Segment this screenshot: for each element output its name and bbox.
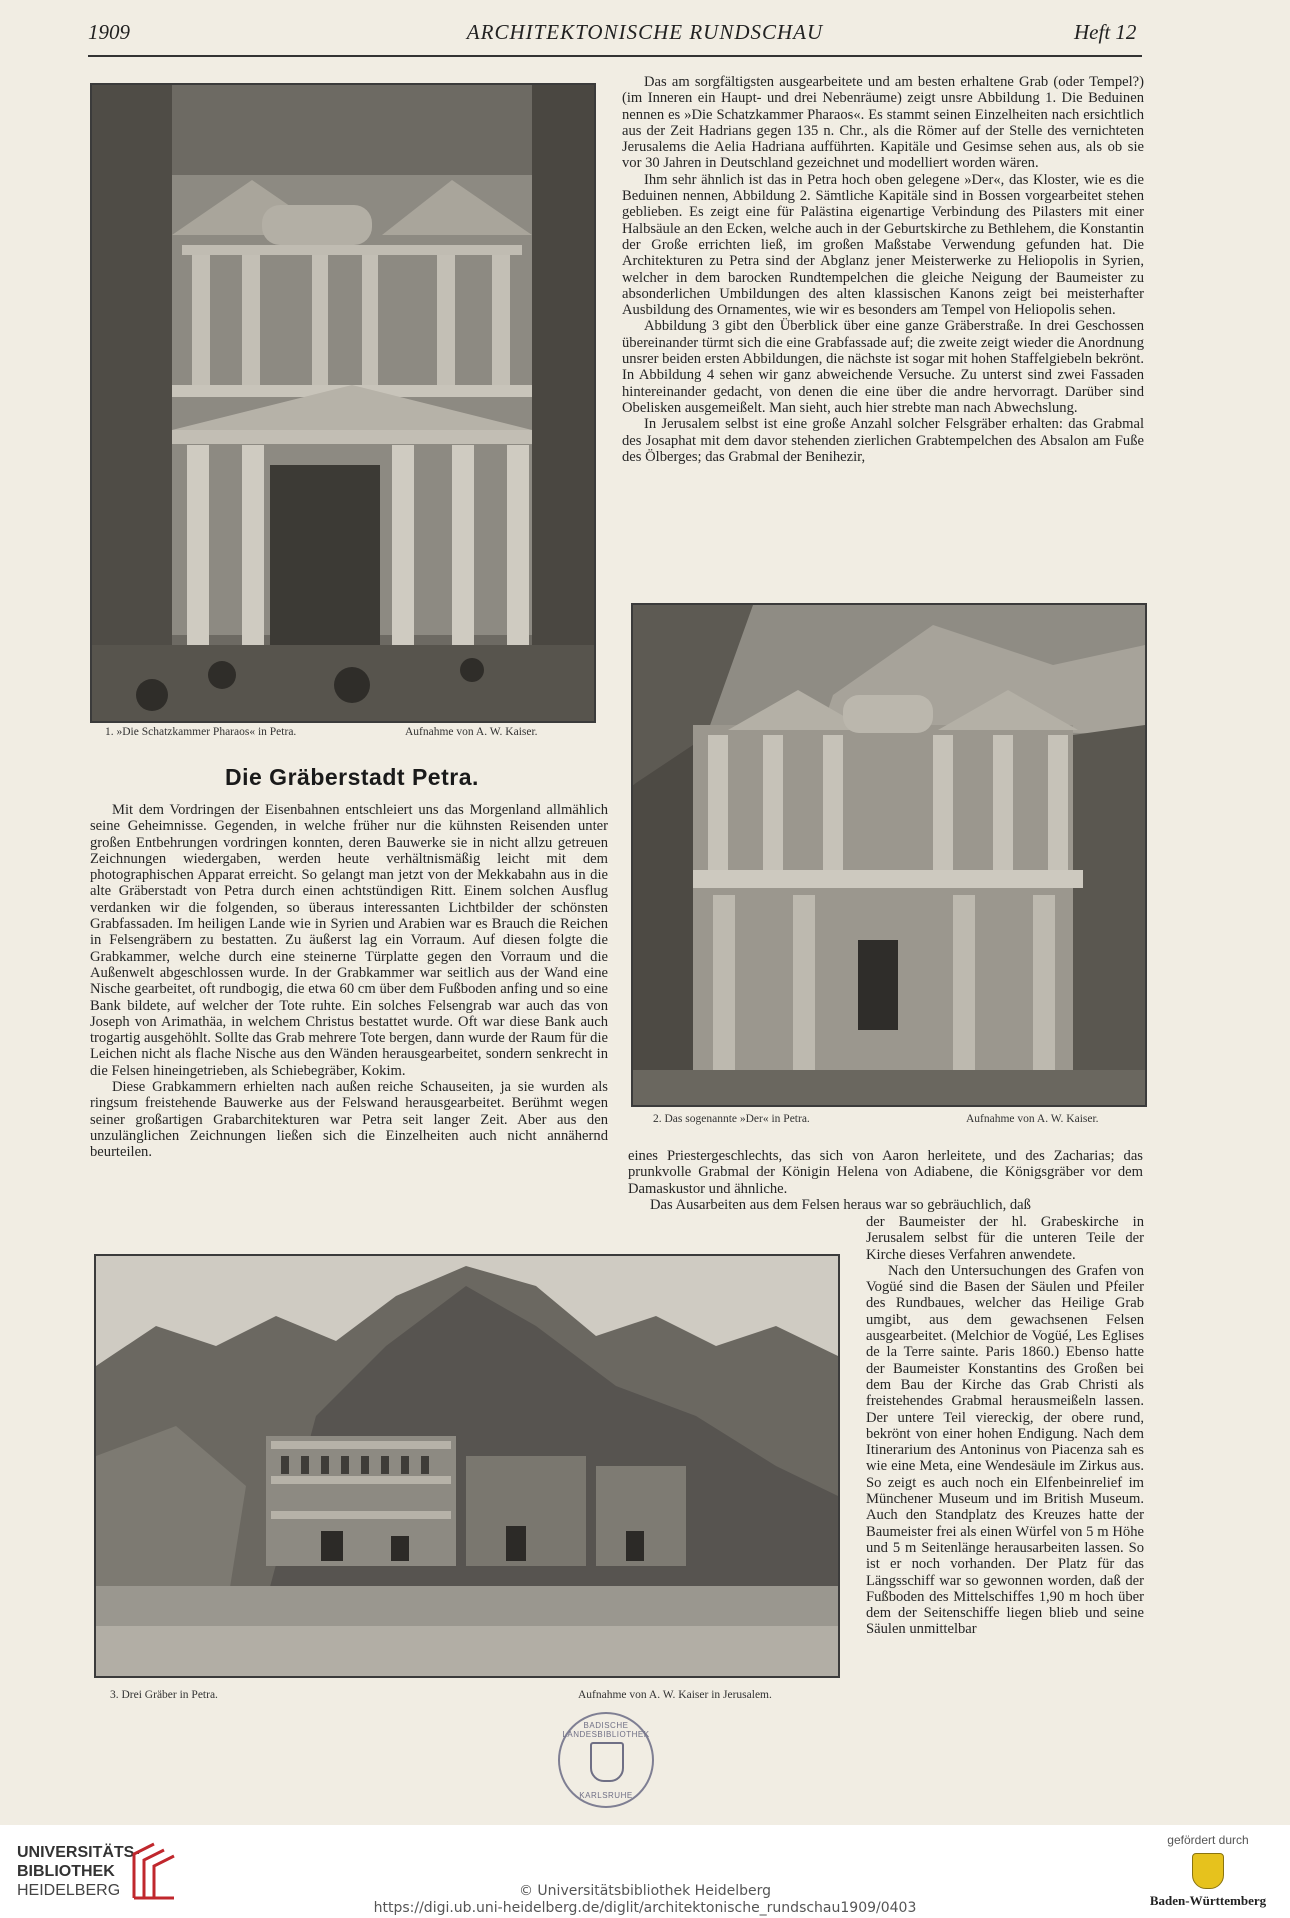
figure-1-caption <box>105 726 296 738</box>
right-paragraph-1: Das am sorgfältigsten ausgearbeitete und am besten erhaltene Grab (oder Tempel?) (im Inneren ein Haupt- und drei Nebenräume) zeigt unsre Abbildung 1. Die Beduinen nennen es »Die Schatzkammer Pharaos«. Es stammt seinen Einzelheiten nach ersichtlich aus der Zeit Hadrians gegen 135 n. Chr., als die Römer auf der Stelle des vernichteten Jerusalems die Aelia Hadriana aufführten. Kapitäle und Gesimse sehen aus, als ob sie vor 30 Jahren in Deutschland gezeichnet und modelliert worden wären. <box>622 74 1144 172</box>
stamp-bottom-text: KARLSRUHE <box>579 1791 633 1800</box>
figure-1-title: »Die Schatzkammer Pharaos« in Petra. <box>116 726 297 738</box>
left-paragraph-2: Diese Grabkammern erhielten nach außen reiche Schauseiten, ja sie wurden als ringsum freistehende Bauwerke aus der Felswand herausgearbeitet. Berühmt wegen seiner großartigen Grabarchitekturen war Petra seit langer Zeit. Aber aus den unzulänglichen Zeichnungen ließen sich die Einzelheiten auch nicht annähernd beurteilen. <box>90 1079 608 1161</box>
header-journal: ARCHITEKTONISCHE RUNDSCHAU <box>466 20 824 44</box>
figure-1-photo <box>90 83 596 723</box>
narrow-paragraph-1: der Baumeister der hl. Grabeskirche in Jerusalem selbst für die unteren Teile der Kirche dieses Verfahren anwendete. <box>866 1214 1144 1263</box>
figure-3-credit: Aufnahme von A. W. Kaiser in Jerusalem. <box>578 1689 772 1701</box>
figure-2-title: Das sogenannte »Der« in Petra. <box>664 1113 810 1125</box>
library-stamp <box>558 1712 654 1808</box>
figure-3-number: 3. <box>110 1689 119 1701</box>
right-paragraph-3: Abbildung 3 gibt den Überblick über eine ganze Gräberstraße. In drei Geschossen übereinander türmt sich die eine Grabfassade auf; die zweite zeigt wieder die Anordnung unsrer beiden ersten Abbildungen, die nächste ist sogar mit hohen Staffelgiebeln bekrönt. In Abbildung 4 sehen wir ganz abweichende Versuche. Zu unterst sind zwei Fassaden hintereinander gedacht, von denen die eine über die andre hervorragt. Darüber sind Obelisken ausgemeißelt. Man sieht, auch hier strebte man nach Abwechslung. <box>622 318 1144 416</box>
sponsor-label: gefördert durch <box>1167 1833 1249 1847</box>
left-column <box>90 802 608 1161</box>
figure-3-photo <box>94 1254 840 1678</box>
figure-3-caption <box>110 1689 218 1701</box>
stamp-top-text: BADISCHE LANDESBIBLIOTHEK <box>562 1721 650 1739</box>
figure-1-number: 1. <box>105 726 114 738</box>
copyright-notice: © Universitätsbibliothek Heidelberg <box>518 1883 771 1899</box>
library-line-2: BIBLIOTHEK <box>17 1863 115 1880</box>
source-url[interactable]: https://digi.ub.uni-heidelberg.de/diglit/architektonische_rundschau1909/0403 <box>373 1900 917 1916</box>
figure-2-caption <box>653 1113 810 1125</box>
right-paragraph-6: Das Ausarbeiten aus dem Felsen heraus war so gebräuchlich, daß <box>650 1196 1031 1213</box>
right-paragraph-5: eines Priestergeschlechts, das sich von Aaron herleitete, und des Zacharias; das prunkvolle Grabmal der Königin Helena von Adiabene, die Königsgräber vor dem Damaskustor und ähnliche. <box>628 1148 1143 1197</box>
library-line-1: UNIVERSITÄTS- <box>17 1844 140 1861</box>
sponsor[interactable] <box>1138 1833 1278 1909</box>
stamp-shield-icon <box>590 1742 624 1782</box>
figure-1-credit: Aufnahme von A. W. Kaiser. <box>405 726 538 738</box>
library-line-3: HEIDELBERG <box>17 1882 121 1899</box>
figure-2-number: 2. <box>653 1113 662 1125</box>
left-paragraph-1: Mit dem Vordringen der Eisenbahnen entschleiert uns das Morgenland allmählich seine Geheimnisse. Gegenden, in welche früher nur die kühnsten Reisenden unter großen Entbehrungen vordringen konnten, deren Bauwerke sie in nicht allzu getreuen Zeichnungen wiedergaben, werden heute verhältnismäßig leicht mit dem photographischen Apparat erreicht. So gelangt man jetzt von der Mekkabahn aus in die alte Gräberstadt von Petra durch einen achtstündigen Ritt. Einem solchen Ausflug verdanken wir die folgenden, so überaus interessanten Lichtbilder der schönsten Grabfassaden. Im heiligen Lande wie in Syrien und Arabien war es Brauch die Reichen in Felsengräbern zu bestatten. Zu äußerst lag ein Vorraum. Auf diesen folgte die Grabkammer, welche durch eine steinerne Türplatte gegen den Vorraum und die Außenwelt abgeschlossen wurde. In der Grabkammer war seitlich aus der Wand eine Nische gearbeitet, oft rundbogig, die etwa 60 cm über dem Fußboden anfing und so eine Bank bildete, auf welcher der Tote ruhte. Ein solches Felsengrab war auch das von Joseph von Arimathäa, in welchem Christus bestattet wurde. Oft war diese Bank auch trogartig ausgehöhlt. Sollte das Grab mehrere Tote bergen, dann wurde der Raum für die Leichen nicht als flache Nische aus den Wänden herausgearbeitet, sondern senkrecht in die Felsen hineingetrieben, als Schiebegräber, Kokim. <box>90 802 608 1079</box>
figure-2-photo <box>631 603 1147 1107</box>
header-year: 1909 <box>88 20 130 44</box>
figure-3-title: Drei Gräber in Petra. <box>121 1689 218 1701</box>
header-issue: Heft 12 <box>1074 20 1137 44</box>
sponsor-name: Baden-Württemberg <box>1149 1893 1267 1908</box>
right-column-mid <box>628 1148 1143 1213</box>
right-paragraph-2: Ihm sehr ähnlich ist das in Petra hoch oben gelegene »Der«, das Kloster, wie es die Beduinen nennen, Abbildung 2. Sämtliche Kapitäle sind in Bossen vorgearbeitet stehen geblieben. Es zeigt eine für Palästina eigenartige Verbindung des Pilasters mit einer Halbsäule an den Ecken, welche auch in der Geburtskirche zu Bethlehem, die Konstantin der Große errichten ließ, im großen Maßstabe Verwendung gefunden hat. Die Architekturen zu Petra sind der Abglanz jener Meisterwerke zu Heliopolis in Syrien, welcher in dem barocken Rundtempelchen die gleiche Neigung der Baumeister zu absonderlichen Umbildungen des alten klassischen Kanons zeigt bei meisterhafter Ausbildung des Ornamentes, wie wir es besonders am Tempel von Heliopolis sehen. <box>622 171 1144 319</box>
figure-2-credit: Aufnahme von A. W. Kaiser. <box>966 1113 1099 1125</box>
right-column-top <box>622 74 1144 465</box>
article-title: Die Gräberstadt Petra. <box>225 764 479 790</box>
right-paragraph-4: In Jerusalem selbst ist eine große Anzahl solcher Felsgräber erhalten: das Grabmal des Josaphat mit dem davor stehenden zierlichen Grabtempelchen des Absalon am Fuße des Ölberges; das Grabmal der Benihezir, <box>622 416 1144 465</box>
header-rule <box>88 55 1142 57</box>
right-column-narrow <box>866 1214 1144 1638</box>
baden-wuerttemberg-crest-icon <box>1192 1853 1224 1889</box>
narrow-paragraph-2: Nach den Untersuchungen des Grafen von Vogüé sind die Basen der Säulen und Pfeiler des Rundbaues, welcher das Heilige Grab umgibt, aus dem gewachsenen Felsen ausgearbeitet. (Melchior de Vogüé, Les Eglises de la Terre sainte. Paris 1860.) Ebenso hatte der Baumeister Konstantins des Großen bei dem Bau der Kirche das Grab Christi als freistehendes Grabmal herausmeißeln lassen. Der untere Teil viereckig, der obere rund, bekrönt von einer hohen Endigung. Nach dem Itinerarium des Antoninus von Piacenza sah es wie eine Meta, eine Wendesäule im Zirkus aus. So zeigt es auch noch ein Elfenbeinrelief im Münchener Museum und im British Museum. Auch den Standplatz des Kreuzes hatte der Baumeister frei als einen Würfel von 5 m Höhe und 5 m Seitenlänge herausarbeiten lassen. So ist er noch vorhanden. Der Platz für das Längsschiff war so gewonnen worden, daß der Fußboden des Mittelschiffes 1,90 m hoch über dem der Seitenschiffe liegen blieb und seine Säulen unmittelbar <box>866 1262 1144 1638</box>
